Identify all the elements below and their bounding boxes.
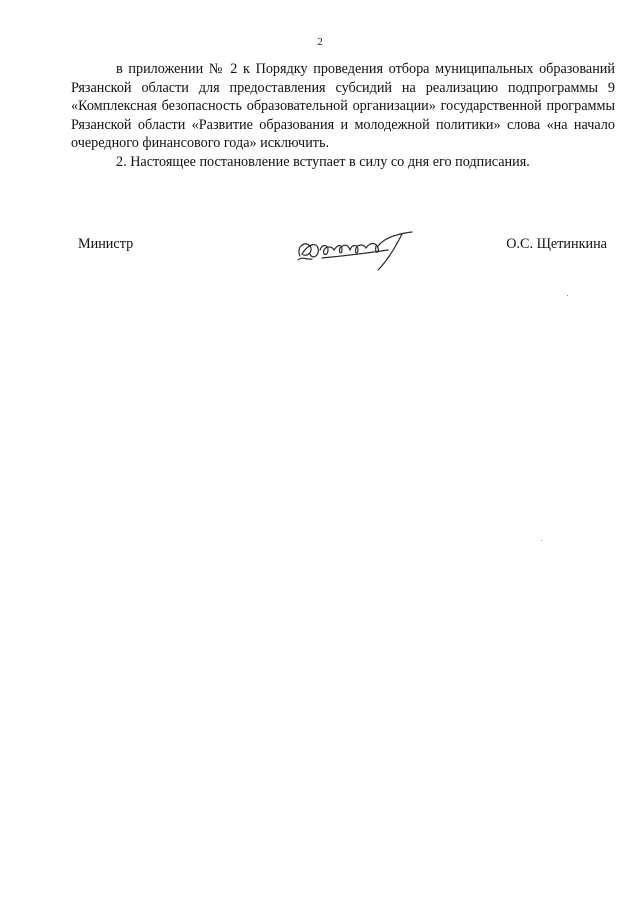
page-number: 2 — [317, 36, 323, 48]
scan-speck — [541, 540, 542, 541]
signature-block — [0, 226, 640, 276]
signatory-name: О.С. Щетинкина — [506, 236, 607, 252]
handwritten-signature — [292, 226, 422, 274]
paragraph-effective-date: 2. Настоящее постановление вступает в силу со дня его подписания. — [116, 153, 530, 170]
scan-speck — [567, 295, 568, 296]
paragraph-amendment: в приложении № 2 к Порядку проведения отбора муниципальных образований Рязанской области для предоставления субсидий на реализацию подпрограммы 9 «Комплексная безопасность образовательной организации» государственной программы Рязанской области «Развитие образования и молодежной политики» слова «на начало очередного финансового года» исключить. — [71, 61, 615, 152]
signatory-role: Министр — [78, 236, 134, 252]
document-body — [71, 60, 615, 172]
